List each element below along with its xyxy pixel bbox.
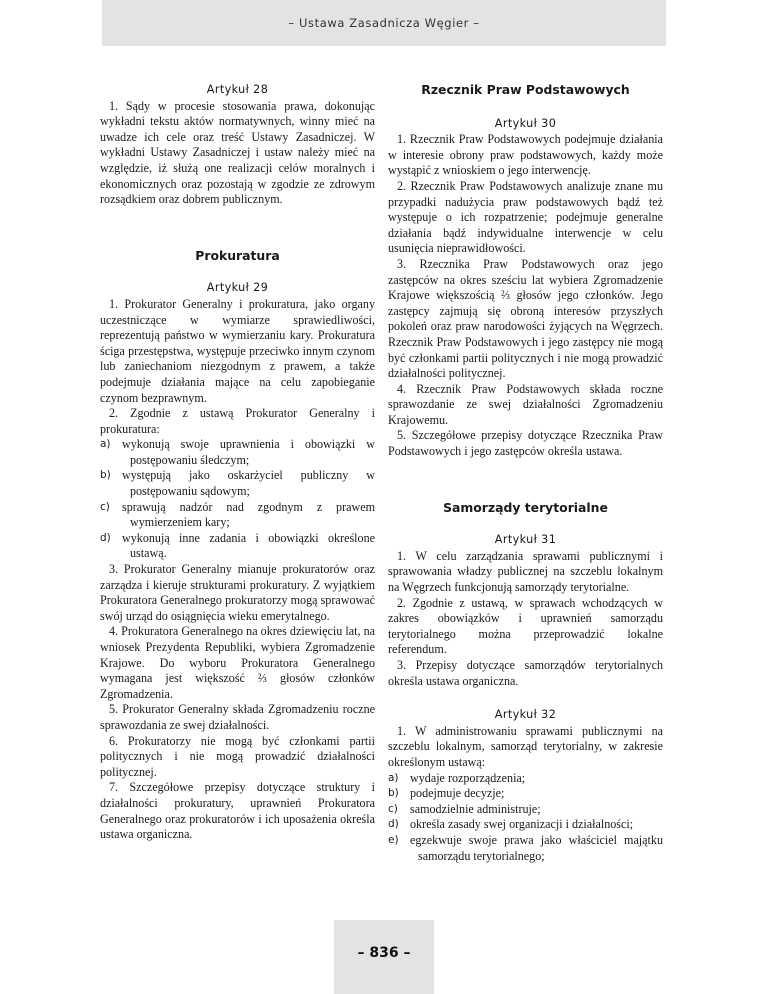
list-text: wydaje rozporządzenia;: [410, 770, 526, 785]
paragraph: 3. Prokurator Generalny mianuje prokuratorów oraz zarządza i kieruje strukturami prokuratury. Z wyjątkiem Prokuratora Generalnego prokuratorzy mogą sprawować swój urząd do osiągnięcia wieku emerytalnego.: [100, 562, 375, 623]
list-letter: b): [100, 469, 111, 482]
header-band: [102, 0, 666, 46]
list-text: określa zasady swej organizacji i działalności;: [410, 817, 634, 832]
article-title: Artykuł 31: [494, 533, 557, 547]
list-text: podejmuje decyzje;: [410, 786, 505, 801]
list-letter: c): [100, 500, 110, 513]
paragraph: 1. Prokurator Generalny i prokuratura, jako organy uczestniczące w wymiarze sprawiedliwości, reprezentują państwo w wymierzaniu kary. Prokuratura ściga przestępstwa, występuje przeciwko innym czynom lub zaniechaniom niezgodnym z prawem, a także podejmuje działania mające na celu zapobieganie czynom bezprawnym.: [100, 296, 375, 405]
list-letter: e): [388, 833, 399, 846]
article-title: Artykuł 29: [206, 281, 269, 295]
list-text: wykonują inne zadania i obowiązki określone ustawą.: [122, 530, 375, 561]
paragraph: 1. W administrowaniu sprawami publicznymi na szczeblu lokalnym, samorząd terytorialny, w zakresie określonym ustawą:: [388, 723, 663, 769]
article-29: [100, 280, 375, 842]
list-item: [100, 500, 375, 531]
paragraph: 2. Zgodnie z ustawą, w sprawach wchodzących w zakres obowiązków i uprawnień samorządu terytorialnego można przeprowadzić lokalne referendum.: [388, 595, 663, 657]
list-item: [388, 833, 663, 864]
list-item: [388, 817, 663, 833]
enumerated-list: [388, 771, 663, 865]
list-item: [388, 802, 663, 818]
list-item: [388, 771, 663, 787]
paragraph: 3. Rzecznika Praw Podstawowych oraz jego zastępców na okres sześciu lat wybiera Zgromadzenie Krajowe większością ⅔ głosów jego członków. Jego zastępcy zajmują się obroną interesów przyszłych pokoleń oraz praw narodowości żyjących na Węgrzech. Rzecznik Praw Podstawowych i jego zastępcy nie mogą być członkami partii politycznych i nie mogą prowadzić działalności politycznej.: [388, 256, 663, 381]
paragraph: 3. Przepisy dotyczące samorządów terytorialnych określa ustawa organiczna.: [388, 658, 663, 688]
list-letter: a): [388, 771, 399, 784]
article-31: [388, 532, 663, 689]
article-28: [100, 82, 375, 208]
right-column: [388, 82, 663, 864]
paragraph: 5. Prokurator Generalny składa Zgromadzeniu roczne sprawozdania ze swej działalności.: [100, 702, 375, 732]
list-letter: b): [388, 787, 399, 800]
section-title-samorzady: Samorządy terytorialne: [443, 499, 608, 515]
list-letter: a): [100, 438, 111, 451]
paragraph: 5. Szczegółowe przepisy dotyczące Rzecznika Praw Podstawowych i jego zastępców określa ustawa.: [388, 428, 663, 459]
article-30: [388, 116, 663, 460]
paragraph: 4. Prokuratora Generalnego na okres dziewięciu lat, na wniosek Prezydenta Republiki, wybiera Zgromadzenie Krajowe. Do wyboru Prokuratora Generalnego wymagana jest większość ⅔ głosów członków Zgromadzenia.: [100, 624, 375, 701]
paragraph: 2. Zgodnie z ustawą Prokurator Generalny i prokuratura:: [100, 406, 375, 436]
paragraph: 1. Rzecznik Praw Podstawowych podejmuje działania w interesie obrony praw podstawowych, każdy może wystąpić z wnioskiem o jego interwencję.: [388, 132, 663, 178]
list-text: sprawują nadzór nad zgodnym z prawem wymierzeniem kary;: [122, 499, 375, 530]
enumerated-list: [100, 437, 375, 562]
article-title: Artykuł 28: [206, 83, 269, 96]
left-column: [100, 82, 375, 843]
paragraph: 7. Szczegółowe przepisy dotyczące struktury i działalności prokuratury, uprawnień Prokuratora Generalnego oraz prokuratorów i ich uposażenia określa ustawa organiczna.: [100, 780, 375, 842]
paragraph: 1. W celu zarządzania sprawami publicznymi i sprawowania władzy publicznej na szczeblu lokalnym na Węgrzech funkcjonują samorządy terytorialne.: [388, 548, 663, 595]
footer-band: [334, 920, 434, 994]
section-title-prokuratura: Prokuratura: [195, 247, 280, 263]
article-title: Artykuł 30: [494, 116, 557, 130]
list-text: wykonują swoje uprawnienia i obowiązki w postępowaniu śledczym;: [122, 437, 375, 467]
paragraph: 4. Rzecznik Praw Podstawowych składa roczne sprawozdanie ze swej działalności Zgromadzeniu Krajowemu.: [388, 381, 663, 427]
paragraph: 6. Prokuratorzy nie mogą być członkami partii politycznych i nie mogą prowadzić działalności politycznej.: [100, 733, 375, 779]
list-text: egzekwuje swoje prawa jako właściciel majątku samorządu terytorialnego;: [410, 832, 663, 863]
list-item: [100, 468, 375, 499]
list-item: [388, 786, 663, 802]
section-title-rzecznik: Rzecznik Praw Podstawowych: [421, 82, 630, 97]
running-head: – Ustawa Zasadnicza Węgier –: [288, 16, 480, 30]
article-32: [388, 707, 663, 864]
list-letter: d): [100, 531, 111, 544]
list-item: [100, 437, 375, 468]
article-title: Artykuł 32: [494, 708, 557, 722]
paragraph: 1. Sądy w procesie stosowania prawa, dokonując wykładni tekstu aktów normatywnych, winny mieć na uwadze ich cele oraz treść Ustawy Zasadniczej. W wykładni Ustawy Zasadniczej i ustaw należy mieć na względzie, iż służą one realizacji celów moralnych i ekonomicznych oraz pozostają w zgodzie ze zdrowym rozsądkiem oraz dobrem publicznym.: [100, 98, 375, 207]
page-number: – 836 –: [357, 945, 411, 961]
list-letter: d): [388, 818, 399, 831]
list-letter: c): [388, 802, 398, 815]
paragraph: 2. Rzecznik Praw Podstawowych analizuje znane mu przypadki nadużycia praw podstawowych bądź też występuje o ich rozpatrzenie; podejmuje generalne działania bądź indywidualne interwencje w celu usunięcia nieprawidłowości.: [388, 178, 663, 256]
list-text: samodzielnie administruje;: [410, 801, 541, 816]
list-text: występują jako oskarżyciel publiczny w postępowaniu sądowym;: [122, 468, 375, 499]
list-item: [100, 531, 375, 562]
